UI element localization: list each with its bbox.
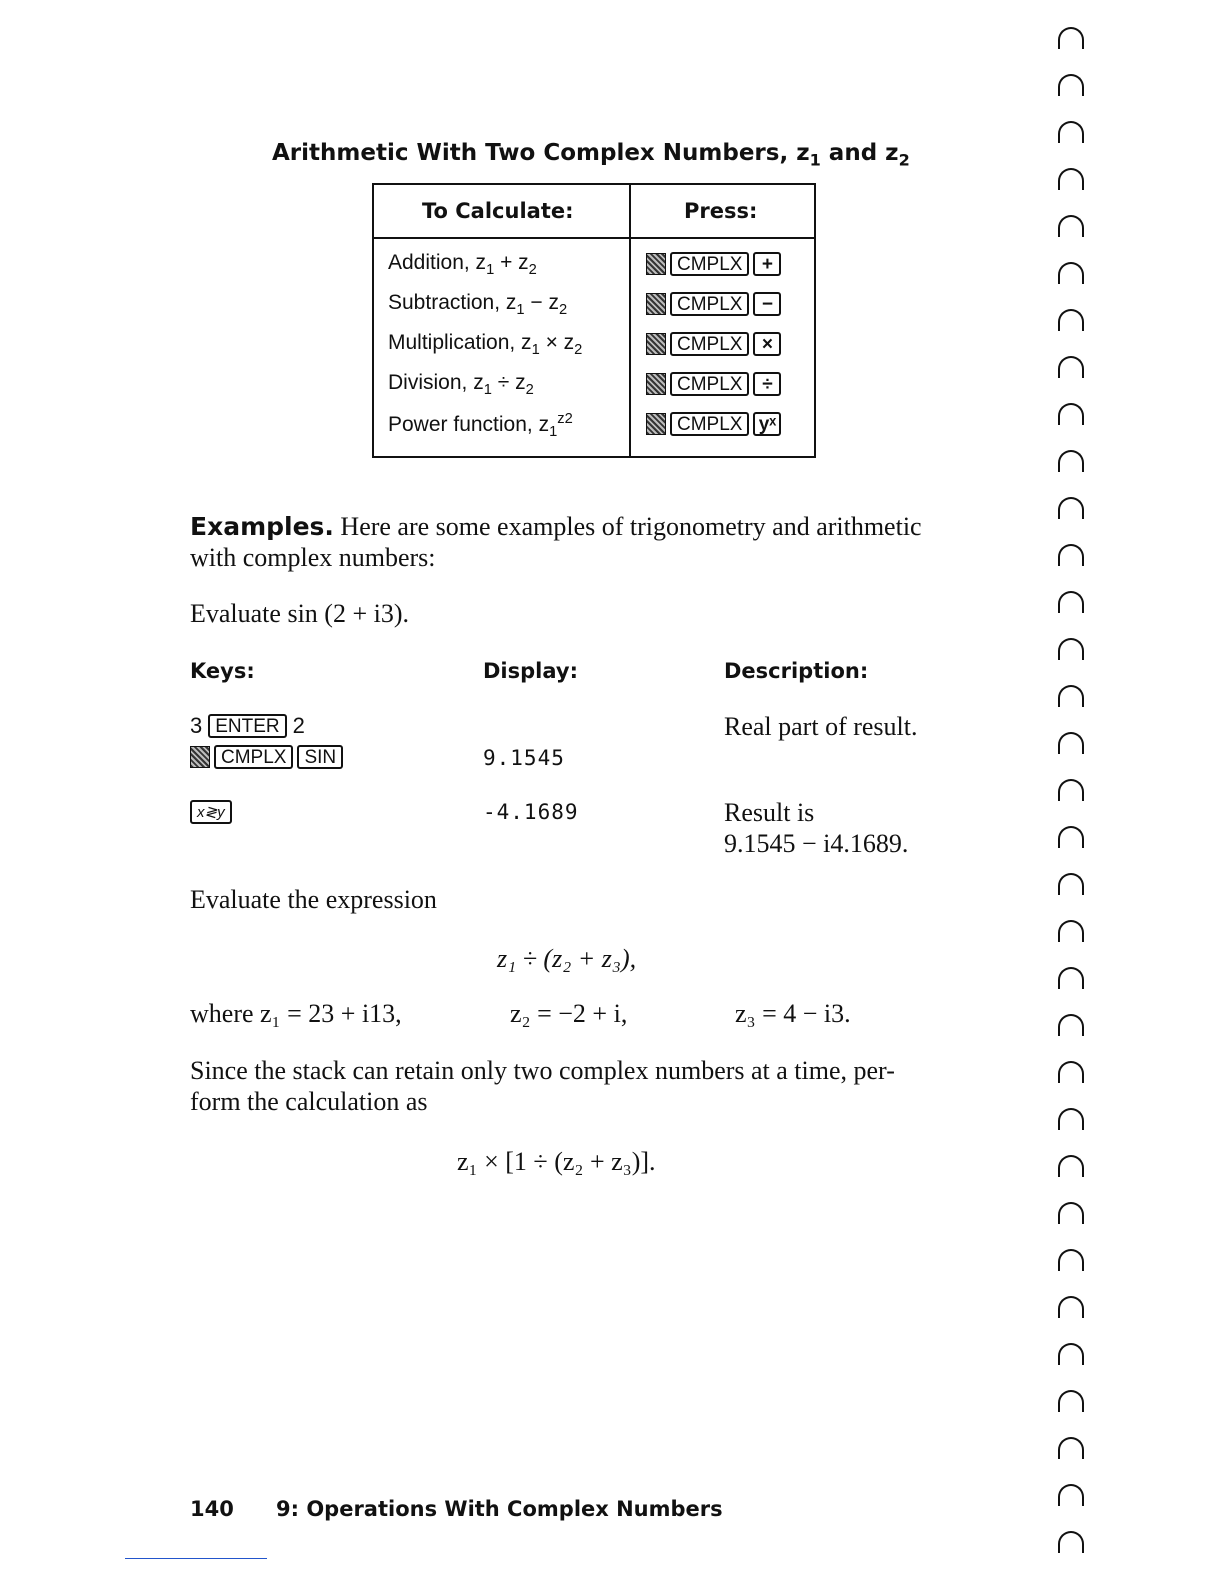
binding-ring-icon [1058, 1296, 1084, 1318]
binding-ring-icon [1058, 685, 1084, 707]
table-row-label: Multiplication, $z_1 \times z_2$ [388, 331, 583, 359]
cmplx-key: CMPLX [670, 332, 749, 356]
examples-paragraph: Examples. Here are some examples of trigonometry and arithmetic with complex numbers: [190, 512, 922, 572]
binding-ring-icon [1058, 1155, 1084, 1177]
where-line-z1: where z₁ = 23 + i13, [190, 999, 402, 1028]
operator-key: − [753, 292, 781, 316]
evaluate-sin-line: Evaluate sin (2 + i3). [190, 599, 409, 628]
table-row-label: Power function, $z_1^{z2}$ [388, 411, 573, 441]
cmplx-key: CMPLX [670, 292, 749, 316]
binding-ring-icon [1058, 920, 1084, 942]
binding-ring-icon [1058, 873, 1084, 895]
swap-xy-key: x≷y [190, 800, 232, 824]
column-header-press: Press: [684, 199, 758, 223]
table-row-keys [646, 372, 781, 396]
binding-ring-icon [1058, 1437, 1084, 1459]
binding-ring-icon [1058, 168, 1084, 190]
chapter-title: 9: Operations With Complex Numbers [276, 1497, 723, 1521]
step3-description: Result is 9.1545 − i4.1689. [724, 798, 909, 858]
keys-heading: Keys: [190, 659, 255, 683]
shift-key-icon [190, 746, 210, 768]
binding-ring-icon [1058, 967, 1084, 989]
binding-ring-icon [1058, 1014, 1084, 1036]
binding-ring-icon [1058, 27, 1084, 49]
binding-ring-icon [1058, 497, 1084, 519]
binding-ring-icon [1058, 826, 1084, 848]
display-heading: Display: [483, 659, 578, 683]
table-row-keys [646, 292, 781, 316]
binding-ring-icon [1058, 356, 1084, 378]
table-row-label: Subtraction, $z_1 - z_2$ [388, 291, 568, 319]
binding-ring-icon [1058, 309, 1084, 331]
binding-ring-icon [1058, 779, 1084, 801]
table-row-label: Addition, $z_1 + z_2$ [388, 251, 537, 279]
binding-ring-icon [1058, 1061, 1084, 1083]
shift-key-icon [646, 293, 666, 315]
examples-lead: Examples. [190, 512, 334, 541]
shift-key-icon [646, 253, 666, 275]
binding-ring-icon [1058, 1484, 1084, 1506]
operator-key: × [753, 332, 781, 356]
table-row-keys [646, 252, 781, 276]
binding-ring-icon [1058, 732, 1084, 754]
table-divider [629, 185, 631, 456]
binding-ring-icon [1058, 215, 1084, 237]
shift-key-icon [646, 413, 666, 435]
binding-ring-icon [1058, 1343, 1084, 1365]
operator-key: ÷ [753, 372, 781, 396]
shift-key-icon [646, 333, 666, 355]
binding-ring-icon [1058, 121, 1084, 143]
binding-ring-icon [1058, 544, 1084, 566]
description-heading: Description: [724, 659, 869, 683]
operator-key: yˣ [753, 412, 781, 436]
step1-keys: 3 ENTER 2 [190, 713, 305, 738]
table-row-label: Division, $z_1 \div z_2$ [388, 371, 534, 399]
binding-ring-icon [1058, 1390, 1084, 1412]
page-number: 140 [190, 1497, 234, 1521]
binding-ring-icon [1058, 591, 1084, 613]
binding-ring-icon [1058, 262, 1084, 284]
step3-keys [190, 800, 232, 824]
binding-ring-icon [1058, 1531, 1084, 1553]
operator-key: + [753, 252, 781, 276]
binding-ring-icon [1058, 638, 1084, 660]
cmplx-key: CMPLX [670, 412, 749, 436]
footer-rule [125, 1558, 267, 1559]
expression-2: z₁ × [1 ÷ (z₂ + z₃)]. [457, 1147, 656, 1176]
table-header-rule [374, 237, 814, 239]
step3-display: -4.1689 [483, 800, 579, 824]
shift-key-icon [646, 373, 666, 395]
evaluate-expression-line: Evaluate the expression [190, 885, 437, 914]
step1-description: Real part of result. [724, 712, 918, 741]
binding-ring-icon [1058, 1249, 1084, 1271]
table-row-keys [646, 412, 781, 436]
cmplx-key: CMPLX [670, 372, 749, 396]
binding-ring-icon [1058, 1108, 1084, 1130]
step2-keys [190, 745, 343, 769]
binding-ring-icon [1058, 1202, 1084, 1224]
binding-ring-icon [1058, 403, 1084, 425]
binding-ring-icon [1058, 450, 1084, 472]
complex-operations-table [372, 183, 816, 458]
step2-display: 9.1545 [483, 746, 565, 770]
cmplx-key: CMPLX [214, 745, 293, 769]
table-row-keys [646, 332, 781, 356]
column-header-to-calculate: To Calculate: [422, 199, 574, 223]
sin-key: SIN [297, 745, 343, 769]
stack-explanation: Since the stack can retain only two complex numbers at a time, per- form the calculation as [190, 1056, 895, 1116]
binding-ring-icon [1058, 74, 1084, 96]
table-title: Arithmetic With Two Complex Numbers, $z_1$ and $z_2$ [272, 140, 910, 170]
where-line-z2: z₂ = −2 + i, [510, 999, 628, 1028]
enter-key: ENTER [208, 714, 286, 738]
cmplx-key: CMPLX [670, 252, 749, 276]
expression-1: z₁ ÷ (z₂ + z₃), [497, 944, 637, 973]
where-line-z3: z₃ = 4 − i3. [735, 999, 851, 1028]
